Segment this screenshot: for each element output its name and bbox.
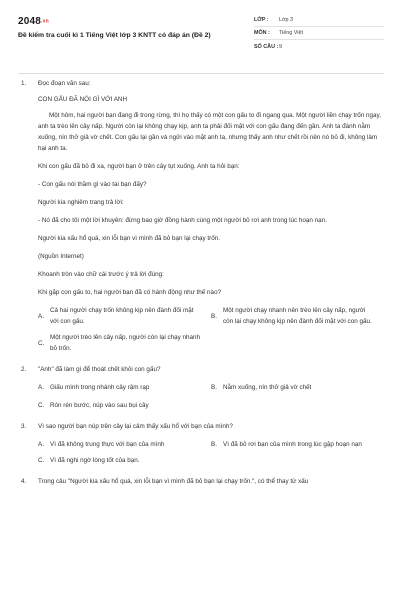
answer-option-b[interactable] — [211, 439, 384, 450]
meta-value: Lớp 3 — [279, 17, 294, 23]
answer-option-c[interactable] — [38, 455, 211, 466]
answer-option-a[interactable] — [38, 305, 211, 327]
answer-option-c[interactable] — [38, 332, 211, 354]
option-letter: B. — [211, 312, 217, 320]
story-paragraph: Người kia xấu hổ quá, xin lỗi bạn vì mình đã bỏ bạn lại chạy trốn. — [38, 235, 220, 242]
answer-options — [38, 400, 384, 411]
question-text: Khi gặp con gấu to, hai người bạn đã có hành động như thế nào? — [38, 289, 222, 296]
question-number: 1. — [21, 80, 27, 87]
answer-options — [38, 332, 384, 354]
option-text: Một người chạy nhanh nên trèo lên cây nấp, người còn lại chạy không kịp nên đành đối mặt với con gấu. — [223, 307, 372, 325]
reading-intro: Đọc đoạn văn sau: — [38, 80, 91, 87]
option-letter: C. — [38, 457, 45, 464]
header-divider — [18, 73, 384, 74]
meta-label: LỚP : — [254, 17, 269, 23]
site-logo[interactable] — [18, 16, 49, 27]
answer-options — [38, 305, 384, 327]
question-2 — [18, 364, 384, 411]
option-text: Cả hai người chạy trốn không kịp nên đành đối mặt với con gấu. — [50, 307, 194, 325]
answer-option-a[interactable] — [38, 439, 211, 450]
meta-table — [254, 14, 384, 53]
question-text: Vì sao người bạn núp trên cây lại cảm thấy xấu hổ với bạn của mình? — [38, 423, 233, 430]
question-4 — [18, 476, 384, 487]
story-title: CON GẤU ĐÃ NÓI GÌ VỚI ANH — [38, 96, 128, 103]
meta-value: 9 — [279, 43, 282, 50]
answer-option-b[interactable] — [211, 382, 384, 393]
question-number: 3. — [21, 423, 27, 430]
question-3 — [18, 421, 384, 466]
question-number: 4. — [21, 478, 27, 485]
document-title: Đề kiểm tra cuối kì 1 Tiếng Việt lớp 3 KNTT có đáp án (Đề 2) — [18, 32, 211, 39]
answer-option-a[interactable] — [38, 382, 211, 393]
story-paragraph: Khi con gấu đã bỏ đi xa, người bạn ở trên cây tụt xuống. Anh ta hỏi bạn: — [38, 163, 240, 170]
story-paragraph: Một hôm, hai người bạn đang đi trong rừng, thì họ thấy có một con gấu to đi ngang qua. Một người liền chạy trốn ngay, anh ta trèo lên cây nấp. Người còn lại không chạy kịp, anh ta phải đối mặt với con gấu đang đến gần. Anh ta đành nằm xuống, nín thở giả vờ chết. Con gấu lại gần và ngửi vào mặt anh ta, nhưng thấy anh như chết rồi nên nó bỏ đi, không làm hại anh ta. — [38, 112, 381, 152]
meta-row-count — [254, 40, 384, 53]
option-letter: A. — [38, 384, 44, 391]
option-letter: A. — [38, 441, 44, 448]
option-text: Vì đã bỏ rơi bạn của mình trong lúc gặp hoạn nạn — [223, 441, 362, 448]
answer-option-c[interactable] — [38, 400, 211, 411]
answer-options — [38, 382, 384, 393]
option-letter: B. — [211, 384, 217, 391]
brand-suffix: .vn — [41, 18, 49, 25]
meta-row-subject — [254, 27, 384, 40]
option-text: Giấu mình trong nhánh cây rậm rạp — [50, 384, 150, 391]
option-text: Vì đã nghi ngờ lòng tốt của bạn. — [50, 457, 140, 464]
brand-main: 2048 — [18, 16, 42, 27]
option-letter: A. — [38, 312, 44, 320]
story-paragraph: - Con gấu nói thầm gì vào tai bạn đấy? — [38, 181, 147, 188]
option-text: Vì đã không trung thực với bạn của mình — [50, 441, 165, 448]
meta-row-class — [254, 14, 384, 27]
answer-option-b[interactable] — [211, 305, 384, 327]
question-number: 2. — [21, 366, 27, 373]
question-text: Trong câu "Người kia xấu hổ quá, xin lỗi bạn vì mình đã bỏ bạn lại chạy trốn.", có thể thay từ xấu — [38, 478, 309, 485]
option-text: Một người trèo lên cây nấp, người còn lại chạy nhanh bỏ trốn. — [50, 334, 201, 352]
exam-content — [18, 78, 384, 487]
option-letter: C. — [38, 339, 45, 347]
meta-label: SỐ CÂU : — [254, 43, 279, 50]
header — [18, 10, 384, 70]
option-text: Rón rén bước, núp vào sau bụi cây — [50, 402, 149, 409]
answer-options — [38, 455, 384, 466]
story-paragraph: - Nó đã cho tôi một lời khuyên: đừng bao giờ đồng hành cùng một người bỏ rơi anh trong lúc hoạn nạn. — [38, 217, 327, 224]
instruction: Khoanh tròn vào chữ cái trước ý trả lời đúng: — [38, 271, 164, 278]
meta-value: Tiếng Việt — [279, 30, 303, 36]
meta-label: MÔN : — [254, 30, 270, 36]
option-text: Nằm xuống, nín thở giả vờ chết — [223, 384, 312, 391]
option-letter: B. — [211, 441, 217, 448]
question-1 — [18, 78, 384, 354]
story-paragraph: Người kia nghiêm trang trả lời: — [38, 199, 124, 206]
option-letter: C. — [38, 402, 45, 409]
answer-options — [38, 439, 384, 450]
story-source: (Nguồn Internet) — [38, 253, 84, 260]
question-text: "Anh" đã làm gì để thoát chết khỏi con gấu? — [38, 366, 161, 373]
